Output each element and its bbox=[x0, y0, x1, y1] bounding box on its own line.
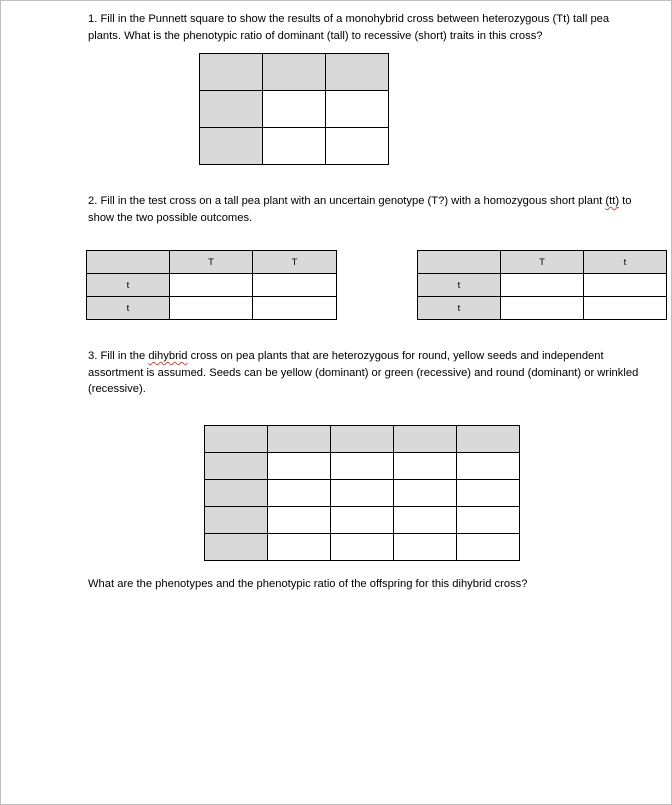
column-allele-header: T bbox=[170, 251, 253, 274]
question-1-text: 1. Fill in the Punnett square to show the results of a monohybrid cross between heterozygous (Tt) tall pea plants. What is the phenotypic ratio of dominant (tall) to recessive (short) traits in this cross? bbox=[88, 13, 610, 42]
parent-allele-header[interactable] bbox=[263, 54, 326, 91]
offspring-cell[interactable] bbox=[326, 91, 389, 128]
corner-cell bbox=[200, 54, 263, 91]
row-allele-header: t bbox=[418, 274, 501, 297]
offspring-cell[interactable] bbox=[331, 453, 394, 480]
offspring-cell[interactable] bbox=[501, 274, 584, 297]
gamete-header[interactable] bbox=[205, 534, 268, 561]
dihybrid-phenotype-question: What are the phenotypes and the phenotypic ratio of the offspring for this dihybrid cross? bbox=[88, 578, 528, 590]
parent-allele-header[interactable] bbox=[200, 128, 263, 165]
offspring-cell[interactable] bbox=[331, 507, 394, 534]
row-allele-header: t bbox=[87, 274, 170, 297]
row-allele-header: t bbox=[87, 297, 170, 320]
offspring-cell[interactable] bbox=[457, 534, 520, 561]
offspring-cell[interactable] bbox=[394, 480, 457, 507]
gamete-header[interactable] bbox=[205, 453, 268, 480]
gamete-header[interactable] bbox=[394, 426, 457, 453]
gamete-header[interactable] bbox=[205, 480, 268, 507]
gamete-header[interactable] bbox=[205, 507, 268, 534]
question-2-text bbox=[88, 193, 640, 226]
offspring-cell[interactable] bbox=[268, 453, 331, 480]
offspring-cell[interactable] bbox=[457, 507, 520, 534]
offspring-cell[interactable] bbox=[584, 297, 667, 320]
offspring-cell[interactable] bbox=[394, 453, 457, 480]
corner-cell bbox=[418, 251, 501, 274]
offspring-cell[interactable] bbox=[584, 274, 667, 297]
question-3-text-start: 3. Fill in the bbox=[88, 350, 149, 362]
parent-allele-header[interactable] bbox=[200, 91, 263, 128]
column-allele-header: T bbox=[501, 251, 584, 274]
column-allele-header: t bbox=[584, 251, 667, 274]
offspring-cell[interactable] bbox=[253, 274, 337, 297]
test-cross-right-square bbox=[417, 250, 667, 320]
offspring-cell[interactable] bbox=[394, 534, 457, 561]
gamete-header[interactable] bbox=[331, 426, 394, 453]
offspring-cell[interactable] bbox=[170, 274, 253, 297]
dihybrid-punnett-square bbox=[204, 425, 520, 561]
offspring-cell[interactable] bbox=[331, 480, 394, 507]
question-3-text bbox=[88, 348, 640, 398]
offspring-cell[interactable] bbox=[170, 297, 253, 320]
gamete-header[interactable] bbox=[268, 426, 331, 453]
offspring-cell[interactable] bbox=[326, 128, 389, 165]
corner-cell bbox=[87, 251, 170, 274]
offspring-cell[interactable] bbox=[457, 453, 520, 480]
offspring-cell[interactable] bbox=[331, 534, 394, 561]
spellcheck-flagged-word: dihybrid bbox=[148, 350, 188, 362]
column-allele-header: T bbox=[253, 251, 337, 274]
offspring-cell[interactable] bbox=[268, 480, 331, 507]
gamete-header[interactable] bbox=[457, 426, 520, 453]
row-allele-header: t bbox=[418, 297, 501, 320]
question-2-text-start: 2. Fill in the test cross on a tall pea plant with an uncertain genotype (T?) with a homozygous short plant bbox=[88, 195, 606, 207]
question-2-text-end: to show the two possible outcomes. bbox=[88, 195, 632, 224]
monohybrid-punnett-square bbox=[199, 53, 389, 165]
offspring-cell[interactable] bbox=[268, 507, 331, 534]
offspring-cell[interactable] bbox=[394, 507, 457, 534]
spellcheck-flagged-word: (tt) bbox=[605, 195, 620, 207]
offspring-cell[interactable] bbox=[268, 534, 331, 561]
offspring-cell[interactable] bbox=[457, 480, 520, 507]
offspring-cell[interactable] bbox=[263, 128, 326, 165]
offspring-cell[interactable] bbox=[501, 297, 584, 320]
parent-allele-header[interactable] bbox=[326, 54, 389, 91]
offspring-cell[interactable] bbox=[253, 297, 337, 320]
test-cross-left-square bbox=[86, 250, 337, 320]
question-3-text-end: cross on pea plants that are heterozygous for round, yellow seeds and independent assortment is assumed. Seeds can be yellow (dominant) or green (recessive) and round (dominant) or wrinkled (recessive). bbox=[88, 350, 639, 395]
corner-cell bbox=[205, 426, 268, 453]
offspring-cell[interactable] bbox=[263, 91, 326, 128]
